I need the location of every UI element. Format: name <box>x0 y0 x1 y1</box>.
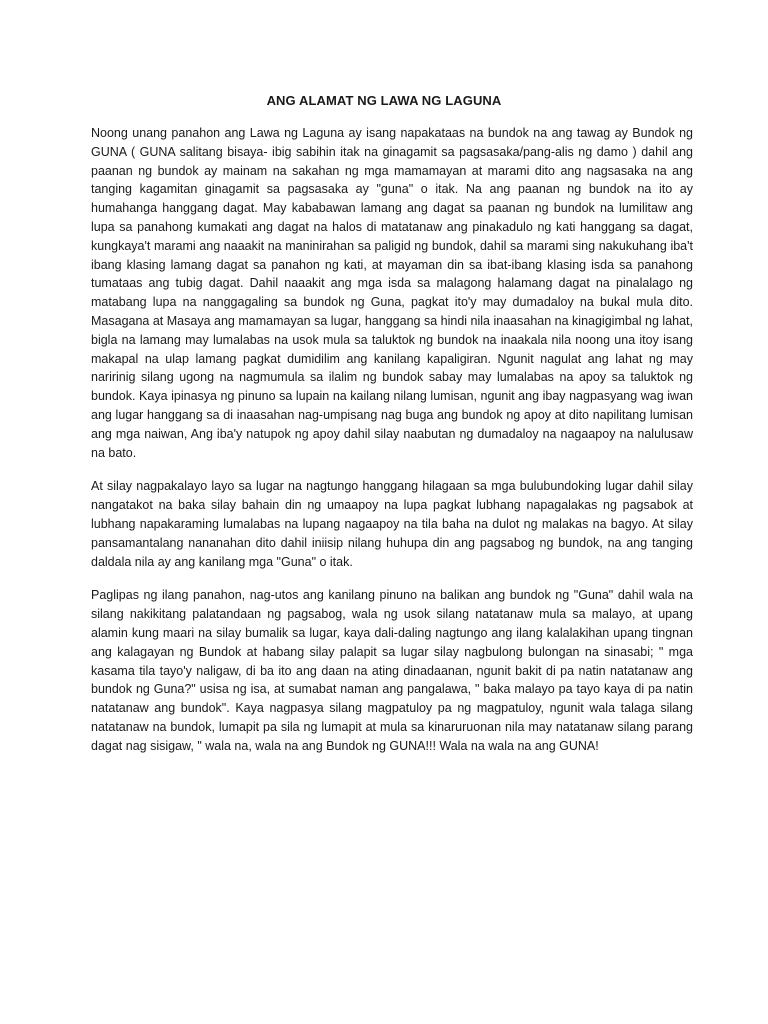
paragraph-1: Noong unang panahon ang Lawa ng Laguna ay isang napakataas na bundok na ang tawag ay Bundok ng GUNA ( GUNA salitang bisaya- ibig sabihin itak na ginagamit sa pagsasaka/pang-alis ng damo ) dahil ang paanan ng bundok ay mainam na sakahan ng mga mamamayan at marami dito ang nagsasaka na ang tanging kagamitan ginagamit sa pagsasaka ay "guna" o itak. Na ang paanan ng bundok na ito ay humahanga hanggang dagat. May kababawan lamang ang dagat sa paanan ng bundok na lumilitaw ang lupa sa panahong kumakati ang dagat na halos di matatanaw ang pinakadulo ng kati hanggang sa dagat, kungkaya't marami ang naaakit na maninirahan sa paligid ng bundok, dahil sa marami sing nakukuhang iba't ibang klasing lamang dagat sa panahon ng kati, at mayaman din sa ibat-ibang klasing isda sa panahong tumataas ang tubig dagat. Dahil naaakit ang mga isda sa malagong halamang dagat na pinalalago ng matabang lupa na nanggagaling sa bundok ng Guna, pagkat ito'y may dumadaloy na bukal mula dito. Masagana at Masaya ang mamamayan sa lugar, hanggang sa hindi nila inaasahan na kinagigimbal ng lahat, bigla na lamang may lumalabas na usok mula sa taluktok ng bundok na inaakala nila noong una itoy isang makapal na ulap lamang pagkat dumidilim ang kanilang kapaligiran. Ngunit nagulat ang lahat ng may naririnig silang ugong na nagmumula sa ilalim ng bundok sabay may lumalabas na apoy sa taluktok ng bundok. Kaya ipinasya ng pinuno sa lupain na kailang nilang lumisan, ngunit ang ibay nagpasyang wag iwan ang lugar hanggang sa di inaasahan nag-umpisang nag buga ang bundok ng apoy at dito napilitang lumisan ang mga naiwan, Ang iba'y natupok ng apoy dahil silay naabutan ng dumadaloy na nagaapoy na nalulusaw na bato. <box>91 126 693 460</box>
paragraph-2: At silay nagpakalayo layo sa lugar na nagtungo hanggang hilagaan sa mga bulubundoking lugar dahil silay nangatakot na baka silay bahain din ng umaapoy na lupa pagkat lubhang napagalakas ng pagsabok at lubhang napakaraming lumalabas na lupang nagaapoy na tila baha na dulot ng malakas na bagyo. At silay pansamantalang nananahan dito dahil iniisip nilang huhupa din ang pagsabog ng bundok, na ang tanging daldala nila ay ang kanilang mga "Guna" o itak. <box>91 479 693 569</box>
paragraph-3: Paglipas ng ilang panahon, nag-utos ang kanilang pinuno na balikan ang bundok ng "Guna" dahil wala na silang nakikitang palatandaan ng pagsabog, wala ng usok silang natatanaw mula sa malayo, at upang alamin kung maari na silay bumalik sa lugar, kaya dali-daling nagtungo ang ilang kalalakihan upang tingnan ang kalagayan ng Bundok at habang silay palapit sa lugar silay nagbulong bulongan na sinasabi; " mga kasama tila tayo'y naligaw, di ba ito ang daan na ating dinadaanan, ngunit bakit di pa natin natatanaw ang bundok ng Guna?" usisa ng isa, at sumabat naman ang pangalawa, " baka malayo pa tayo kaya di pa natin natatanaw ang bundok". Kaya nagpasya silang magpatuloy pa ng magpatuloy, ngunit wala talaga silang natatanaw na bundok, lumapit pa sila ng lumapit at mula sa kinaruruonan nila may natatanaw silang parang dagat nag sisigaw, " wala na, wala na ang Bundok ng GUNA!!! Wala na wala na ang GUNA! <box>91 588 693 753</box>
document-body <box>91 124 693 771</box>
document-title: ANG ALAMAT NG LAWA NG LAGUNA <box>266 93 502 108</box>
